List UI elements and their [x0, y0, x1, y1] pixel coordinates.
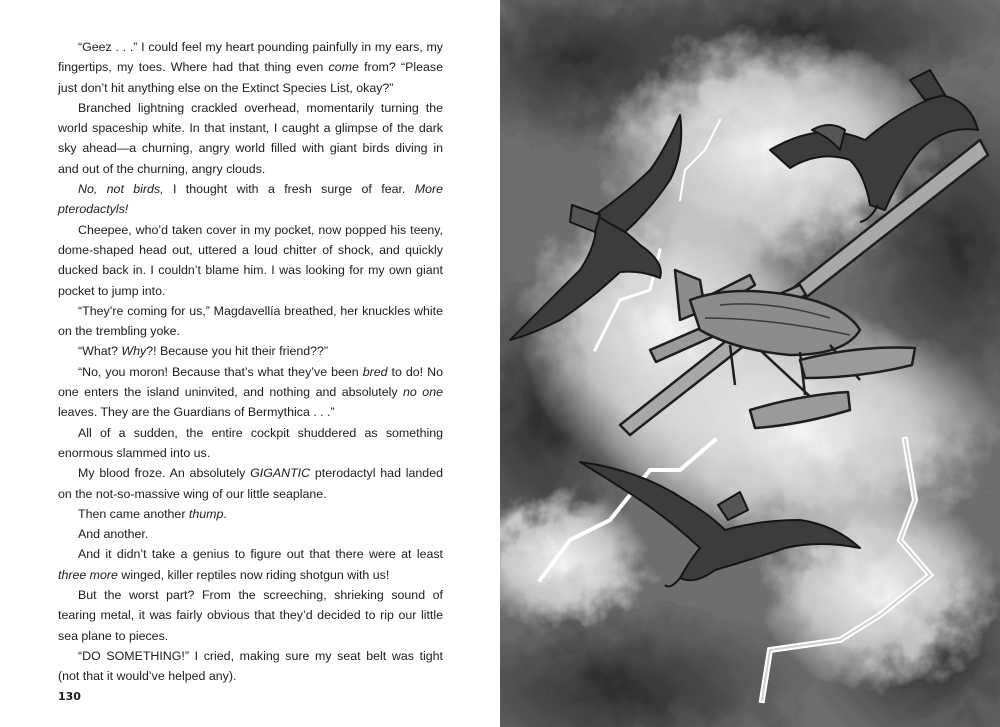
text-run: from? “Please just don’t hit anything else on the Extinct Species List, okay?” — [58, 60, 443, 95]
paragraph — [58, 504, 443, 524]
paragraph — [58, 341, 443, 361]
italic-text: Why — [121, 344, 147, 359]
paragraph — [58, 362, 443, 423]
page-number: 130 — [58, 690, 81, 703]
story-text — [58, 37, 443, 687]
text-run: “What? — [78, 344, 122, 359]
text-run: “Geez . . .” I could feel my heart pounding painfully in my ears, my fingertips, my toes. Where had that thing even — [58, 40, 443, 75]
text-run: And another. — [78, 527, 149, 542]
text-run: to do! No one enters the island uninvited, and nothing and absolutely — [58, 364, 443, 400]
text-run: My blood froze. An absolutely — [78, 466, 251, 481]
italic-text: thump — [188, 506, 224, 521]
text-run: “DO SOMETHING!” I cried, making sure my seat belt was tight (not that it would’ve helped any). — [58, 648, 443, 684]
italic-text: come — [328, 60, 359, 75]
paragraph — [58, 179, 443, 220]
paragraph — [58, 646, 443, 687]
italic-text: GIGANTIC — [250, 466, 311, 481]
paragraph — [58, 585, 443, 646]
paragraph — [58, 463, 443, 504]
text-run: ?! Because you hit their friend??” — [146, 344, 329, 359]
paragraph — [58, 301, 443, 342]
text-run: leaves. They are the Guardians of Bermythica . . .” — [58, 405, 335, 420]
text-run: winged, killer reptiles now riding shotgun with us! — [117, 567, 390, 582]
text-run: Cheepee, who’d taken cover in my pocket, now popped his teeny, dome-shaped head out, uttered a loud chitter of shock, and quickly ducked back in. I couldn’t blame him. I was looking for my own giant pocket to jump into. — [58, 222, 443, 298]
text-run: But the worst part? From the screeching, shrieking sound of tearing metal, it was fairly obvious that they’d decided to rip our little sea plane to pieces. — [58, 588, 443, 643]
text-run: “They’re coming for us,” Magdavellía breathed, her knuckles white on the trembling yoke. — [58, 303, 443, 339]
text-run: “No, you moron! Because that’s what they’ve been — [78, 364, 363, 379]
text-run: All of a sudden, the entire cockpit shuddered as something enormous slammed into us. — [58, 425, 443, 460]
paragraph — [58, 220, 443, 301]
italic-text: More pterodactyls! — [58, 182, 443, 217]
paragraph — [58, 524, 443, 544]
paragraph — [58, 544, 443, 585]
storm-illustration — [500, 0, 1000, 727]
paragraph — [58, 98, 443, 179]
text-run: I thought with a fresh surge of fear. — [163, 182, 415, 197]
illustration-page — [500, 0, 1000, 727]
italic-text: bred — [362, 364, 388, 379]
text-run: Branched lightning crackled overhead, momentarily turning the world spaceship white. In that instant, I caught a glimpse of the dark sky ahead—a churning, angry world filled with giant birds diving in and out of the churning, angry clouds. — [58, 100, 443, 176]
paragraph — [58, 37, 443, 98]
text-run: And it didn’t take a genius to figure out that there were at least — [78, 547, 443, 562]
text-run: . — [223, 506, 227, 521]
text-run: Then came another — [78, 506, 189, 521]
italic-text: three more — [58, 567, 118, 582]
text-run: pterodactyl had landed on the not-so-massive wing of our little seaplane. — [58, 466, 443, 501]
italic-text: No, not birds, — [78, 182, 164, 197]
italic-text: no one — [403, 385, 443, 400]
paragraph — [58, 423, 443, 464]
